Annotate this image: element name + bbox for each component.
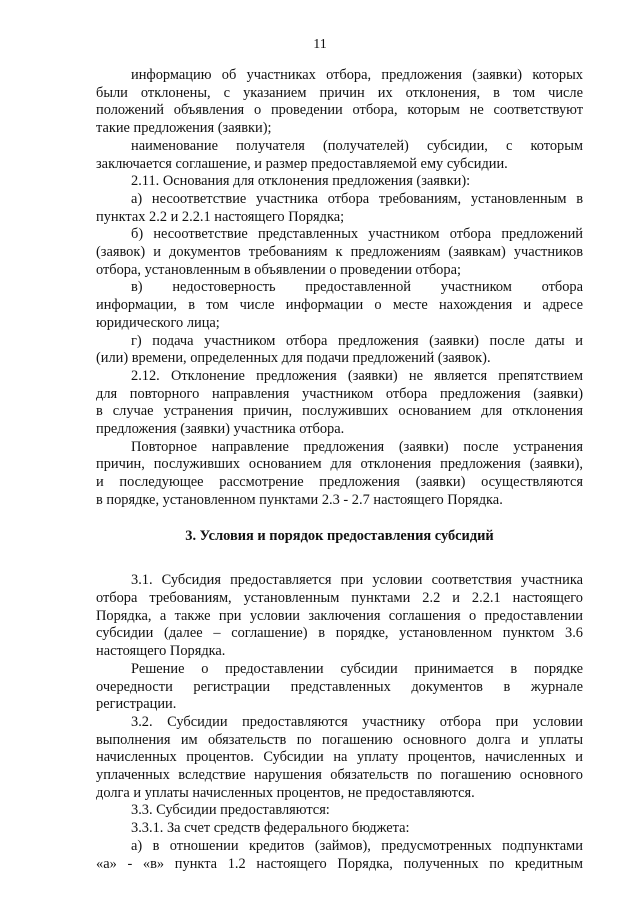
paragraph-line: субсидии (далее – соглашение) в порядке, установленном пунктом 3.6 [96,625,583,642]
paragraph-line: регистрации. [96,696,177,713]
paragraph-line: долга и уплаты начисленных процентов, не предоставляются. [96,784,475,801]
paragraph-line: в) недостоверность предоставленной участником отбора [131,279,583,296]
paragraph-line: а) в отношении кредитов (займов), предусмотренных подпунктами [131,837,583,854]
paragraph-p12 [96,714,583,803]
paragraph-line: б) несоответствие представленных участником отбора предложений [131,226,583,243]
paragraph-p5 [96,226,583,279]
section-2-continuation [96,67,583,510]
paragraph-line: уплаченных вследствие нарушения обязательств по погашению основного [96,767,583,784]
paragraph-line: причин, послуживших основанием для отклонения предложения (заявки), [96,456,583,473]
paragraph-line: информацию об участниках отбора, предложения (заявки) которых [131,67,583,83]
paragraph-line: информации, в том числе информации о месте нахождения и адресе [96,297,583,314]
paragraph-line: предложения (заявки) участника отбора. [96,421,345,438]
section-3-body [96,572,583,873]
paragraph-p11 [96,661,583,714]
paragraph-line: настоящего Порядка. [96,643,226,660]
paragraph-line: 3.1. Субсидия предоставляется при условии соответствия участника [131,572,583,589]
paragraph-line: «а» - «в» пункта 1.2 настоящего Порядка, полученных по кредитным [96,855,583,872]
paragraph-line: в порядке, установленном пунктами 2.3 - 2.7 настоящего Порядка. [96,491,503,508]
paragraph-line: пунктах 2.2 и 2.2.1 настоящего Порядка; [96,208,345,225]
paragraph-line: 3.3. Субсидии предоставляются: [131,802,330,819]
paragraph-p7 [96,333,583,368]
paragraph-line: отбора, установленным в объявлении о проведении отбора; [96,261,461,278]
page-number: 11 [313,37,327,52]
paragraph-p2 [96,138,583,173]
paragraph-line: а) несоответствие участника отбора требованиям, установленным в [131,190,583,207]
paragraph-line: Порядка, а также при условии заключения соглашения о предоставлении [96,607,583,624]
document-body [96,67,583,873]
paragraph-line: и последующее рассмотрение предложения (заявки) осуществляются [96,474,583,491]
paragraph-line: г) подача участником отбора предложения (заявки) после даты и [131,332,583,349]
paragraph-p8 [96,368,583,439]
paragraph-line: 2.11. Основания для отклонения предложения (заявки): [131,173,471,190]
paragraph-line: 3.2. Субсидии предоставляются участнику отбора при условии [131,713,583,730]
paragraph-p15 [96,838,583,873]
paragraph-line: 3.3.1. За счет средств федерального бюджета: [131,820,410,837]
paragraph-p4 [96,191,583,226]
paragraph-line: (заявок) и документов требованиям к предложениям (заявкам) участников [96,244,583,261]
paragraph-p10 [96,572,583,661]
paragraph-line: были отклонены, с указанием причин их отклонения, в том числе [96,84,583,101]
paragraph-line: в случае устранения причин, послуживших основанием для отклонения [96,403,583,420]
paragraph-p14 [96,820,583,838]
paragraph-p13 [96,802,583,820]
paragraph-p1 [96,67,583,138]
paragraph-line: Повторное направление предложения (заявки) после устранения [131,438,583,455]
section-heading: 3. Условия и порядок предоставления субсидий [185,527,494,544]
paragraph-p6 [96,279,583,332]
paragraph-line: (или) времени, определенных для подачи предложений (заявок). [96,350,491,367]
paragraph-line: Решение о предоставлении субсидии принимается в порядке [131,660,583,677]
paragraph-p3 [96,173,583,191]
paragraph-line: такие предложения (заявки); [96,120,272,137]
paragraph-line: юридического лица; [96,314,220,331]
paragraph-line: очередности регистрации представленных документов в журнале [96,678,583,695]
paragraph-line: положений объявления о проведении отбора, которым не соответствуют [96,102,583,119]
paragraph-line: для повторного направления участником отбора предложения (заявки) [96,385,583,402]
paragraph-line: отбора требованиям, установленным пунктами 2.2 и 2.2.1 настоящего [96,589,583,606]
paragraph-line: наименование получателя (получателей) субсидии, с которым [131,137,583,154]
paragraph-line: начисленных процентов. Субсидии на уплату процентов, начисленных и [96,749,583,766]
paragraph-line: 2.12. Отклонение предложения (заявки) не является препятствием [131,367,583,384]
paragraph-line: выполнения им обязательств по погашению основного долга и уплаты [96,731,583,748]
paragraph-line: заключается соглашение, и размер предоставляемой ему субсидии. [96,155,508,172]
paragraph-p9 [96,439,583,510]
